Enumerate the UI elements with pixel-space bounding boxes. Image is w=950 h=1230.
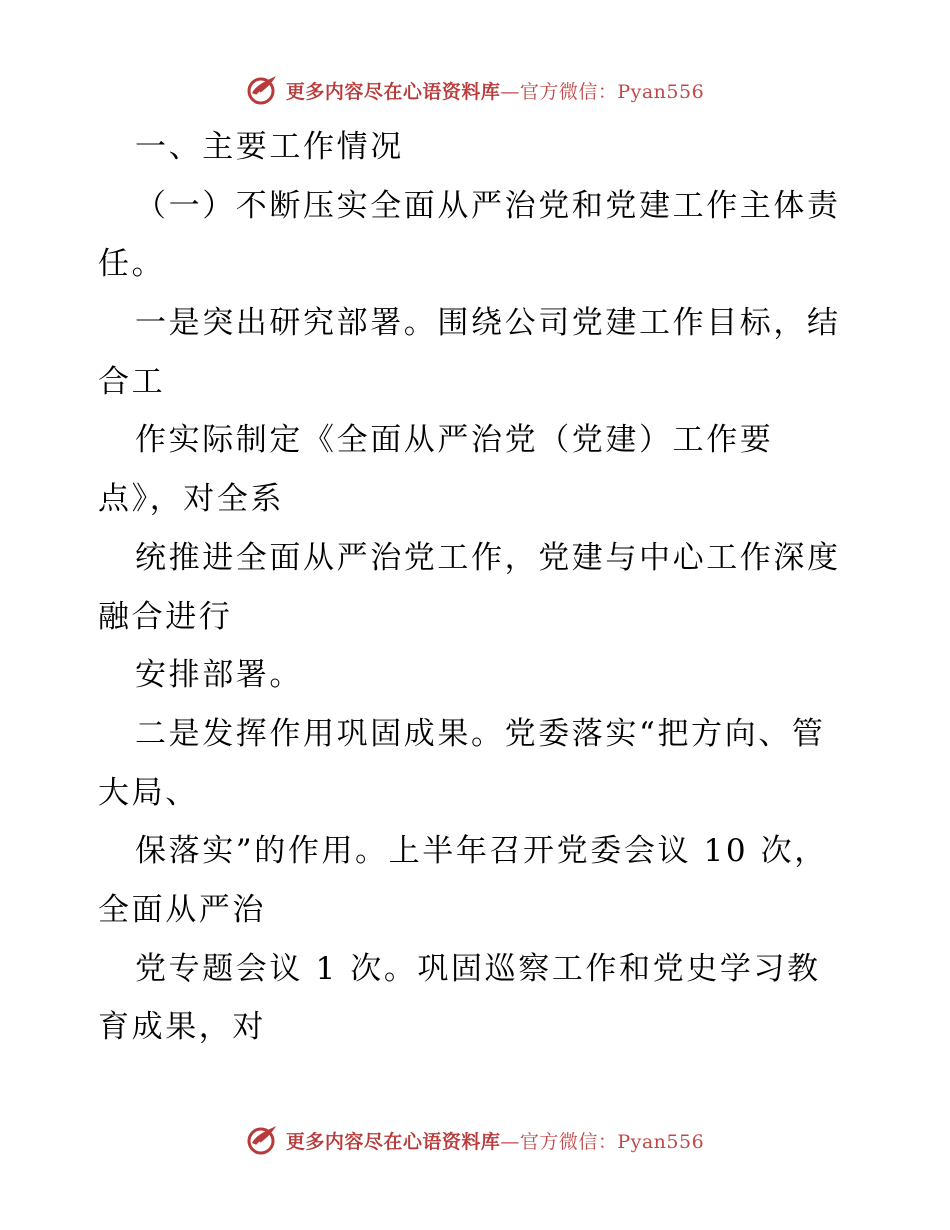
footer-banner xyxy=(0,1120,950,1160)
banner-wechat: —官方微信：Pyan556 xyxy=(500,1130,705,1153)
paragraph-line: 一、主要工作情况 xyxy=(135,129,404,165)
paragraph-line: 合工 xyxy=(98,363,166,400)
paragraph-line: 一是突出研究部署。围绕公司党建工作目标，结 xyxy=(135,305,841,342)
document-body xyxy=(98,118,858,1057)
paragraph-line: 任。 xyxy=(98,246,166,283)
quill-pen-logo-icon xyxy=(246,73,280,107)
paragraph-line: 安排部署。 xyxy=(135,657,303,694)
banner-wechat: —官方微信：Pyan556 xyxy=(500,80,705,103)
banner-text: 更多内容尽在心语资料库—官方微信：Pyan556 xyxy=(285,1130,705,1153)
paragraph-line: 全面从严治 xyxy=(98,891,266,928)
paragraph-line: 作实际制定《全面从严治党（党建）工作要 xyxy=(135,422,774,459)
paragraph-line: 大局、 xyxy=(98,774,199,811)
paragraph-line: 统推进全面从严治党工作，党建与中心工作深度 xyxy=(135,539,841,576)
quill-pen-logo-icon xyxy=(246,1123,280,1157)
paragraph-line: 点》，对全系 xyxy=(98,481,285,518)
paragraph-line: 育成果，对 xyxy=(98,1009,266,1046)
banner-text: 更多内容尽在心语资料库—官方微信：Pyan556 xyxy=(285,80,705,103)
paragraph-line: 保落实”的作用。上半年召开党委会议 10 次， xyxy=(135,833,828,870)
paragraph-line: 二是发挥作用巩固成果。党委落实“把方向、管 xyxy=(135,715,826,752)
paragraph-line: 党专题会议 1 次。巩固巡察工作和党史学习教 xyxy=(135,950,821,987)
paragraph-line: 融合进行 xyxy=(98,598,233,635)
header-banner xyxy=(0,70,950,110)
paragraph-line: （一）不断压实全面从严治党和党建工作主体责 xyxy=(135,187,841,224)
